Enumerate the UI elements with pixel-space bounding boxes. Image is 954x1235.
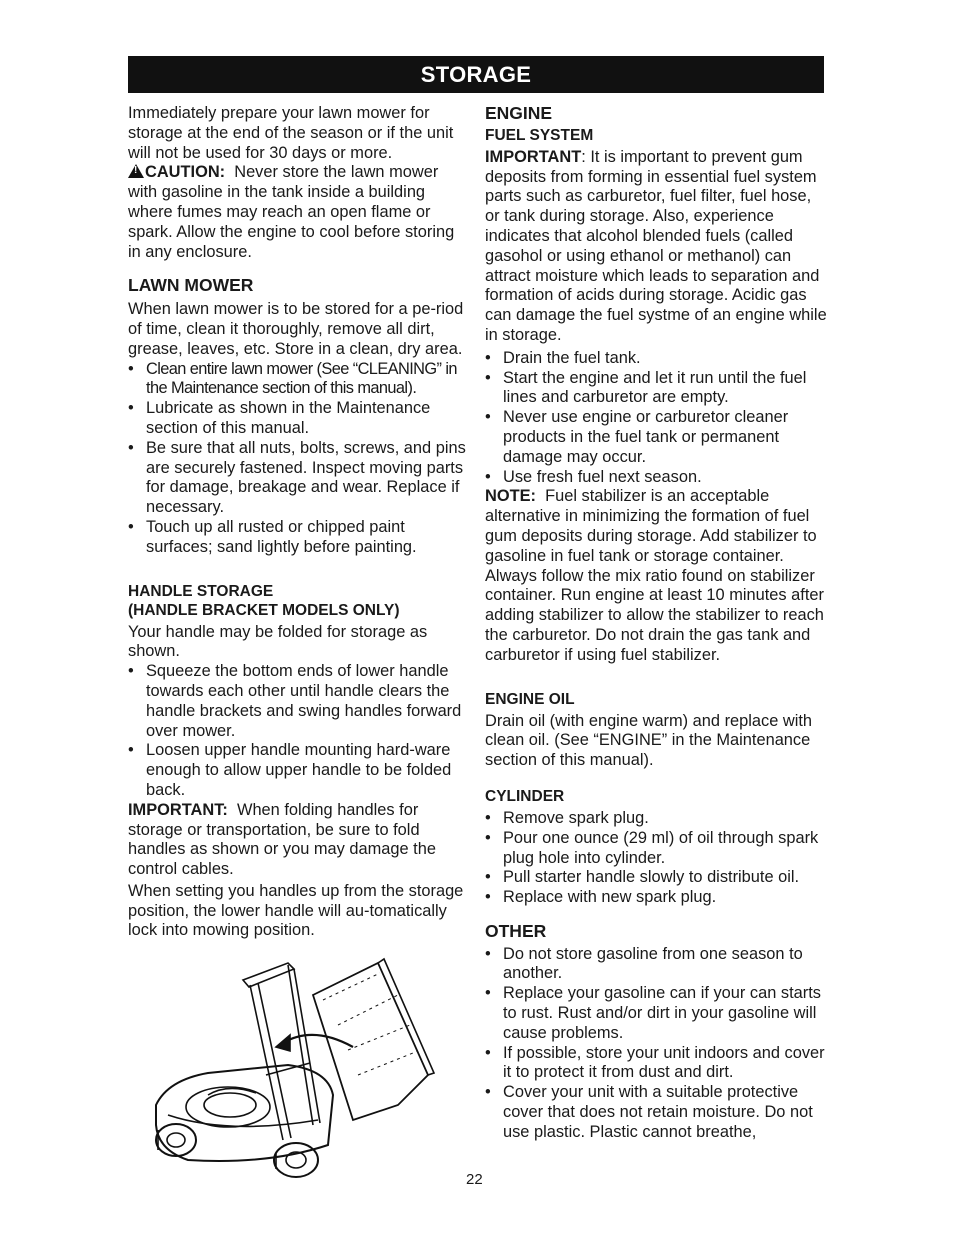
fuel-system-heading: FUEL SYSTEM [485, 126, 594, 144]
handle-storage-heading: HANDLE STORAGE [128, 582, 274, 600]
list-item: • Cover your unit with a suitable protective cover that does not retain moisture. Do not use plastic. Plastic cannot breathe, [485, 1083, 827, 1142]
folded-handle-mower-illustration [148, 955, 438, 1180]
left-column [128, 104, 470, 941]
list-item: • If possible, store your unit indoors and cover it to protect it from dust and dirt. [485, 1044, 827, 1084]
handle-list [128, 662, 470, 801]
important-paragraph [128, 801, 470, 880]
list-item: • Clean entire lawn mower (See “CLEANING” in the Maintenance section of this manual). [128, 360, 470, 400]
warning-triangle-icon [128, 164, 144, 178]
setting-paragraph: When setting you handles up from the storage position, the lower handle will au-tomatically lock into mowing position. [128, 881, 464, 940]
cylinder-list [485, 809, 827, 908]
note-label: NOTE: [485, 487, 536, 506]
lawn-mower-list [128, 360, 470, 558]
engine-heading: ENGINE [485, 103, 553, 123]
right-column [485, 104, 827, 1143]
fuel-important-paragraph [485, 148, 827, 346]
page-title: STORAGE [420, 61, 532, 87]
list-item: • Loosen upper handle mounting hard-ware enough to allow upper handle to be folded back. [128, 741, 470, 800]
list-item: • Pull starter handle slowly to distribute oil. [485, 868, 827, 888]
list-item: • Squeeze the bottom ends of lower handle towards each other until handle clears the handle brackets and swing handles forward over mower. [128, 662, 470, 741]
engine-oil-heading: ENGINE OIL [485, 690, 575, 708]
note-text: Fuel stabilizer is an acceptable alternative in minimizing the formation of fuel gum deposits during storage. Add stabilizer to gasoline in fuel tank or storage container. Always follow the mix ratio found on stabilizer container. Run engine at least 10 minutes after adding stabilizer to allow the stabilizer to reach the carburetor. Do not drain the gas tank and carburetor if using fuel stabilizer. [485, 487, 824, 664]
other-list [485, 945, 827, 1143]
important-label: IMPORTANT: [128, 800, 228, 819]
cylinder-heading: CYLINDER [485, 787, 565, 805]
list-item: • Do not store gasoline from one season to another. [485, 945, 827, 985]
note-paragraph [485, 487, 827, 665]
important-text: : It is important to prevent gum deposits from forming in essential fuel system parts such as carburetor, fuel filter, fuel hose, or tank during storage. Also, experience indicates that alcohol blended fuels (called gasohol or using ethanol or methanol) can attract moisture which leads to separation and formation of acids during storage. Acidic gas can damage the fuel systme of an engine while in storage. [485, 147, 827, 344]
important-text: When folding handles for storage or transportation, be sure to fold handles as shown or you may damage the control cables. [128, 800, 436, 879]
storage-banner [128, 56, 824, 93]
list-item: • Drain the fuel tank. [485, 349, 827, 369]
caution-label: CAUTION: [145, 163, 226, 182]
list-item: • Lubricate as shown in the Maintenance section of this manual. [128, 399, 470, 439]
list-item: • Replace with new spark plug. [485, 888, 827, 908]
intro-paragraph: Immediately prepare your lawn mower for storage at the end of the season or if the unit will not be used for 30 days or more. [128, 104, 454, 162]
list-item: • Start the engine and let it run until the fuel lines and carburetor are empty. [485, 369, 827, 409]
engine-oil-text: Drain oil (with engine warm) and replace with clean oil. (See “ENGINE” in the Maintenance section of this manual). [485, 711, 813, 770]
other-heading: OTHER [485, 920, 547, 941]
handle-text: Your handle may be folded for storage as shown. [128, 622, 428, 661]
list-item: • Be sure that all nuts, bolts, screws, and pins are securely fastened. Inspect moving parts for damage, breakage and wear. Replace if necessary. [128, 439, 470, 518]
caution-paragraph [128, 163, 470, 262]
lawn-mower-text: When lawn mower is to be stored for a pe-riod of time, clean it thoroughly, remove all dirt, grease, leaves, etc. Store in a clean, dry area. [128, 300, 464, 358]
page-number: 22 [466, 1171, 483, 1188]
list-item: • Replace your gasoline can if your can starts to rust. Rust and/or dirt in your gasoline will cause problems. [485, 984, 827, 1043]
lawn-mower-heading: LAWN MOWER [128, 275, 254, 296]
list-item: • Pour one ounce (29 ml) of oil through spark plug hole into cylinder. [485, 829, 827, 869]
list-item: • Touch up all rusted or chipped paint surfaces; sand lightly before painting. [128, 518, 470, 558]
caution-text: Never store the lawn mower with gasoline in the tank inside a building where fumes may reach an open flame or spark. Allow the engine to cool before storing in any enclosure. [128, 163, 455, 261]
list-item: • Use fresh fuel next season. [485, 468, 827, 488]
handle-bracket-heading: (HANDLE BRACKET MODELS ONLY) [128, 601, 400, 619]
fuel-list [485, 349, 827, 488]
list-item: • Remove spark plug. [485, 809, 827, 829]
list-item: • Never use engine or carburetor cleaner products in the fuel tank or permanent damage may occur. [485, 408, 827, 467]
important-label: IMPORTANT [485, 147, 582, 166]
